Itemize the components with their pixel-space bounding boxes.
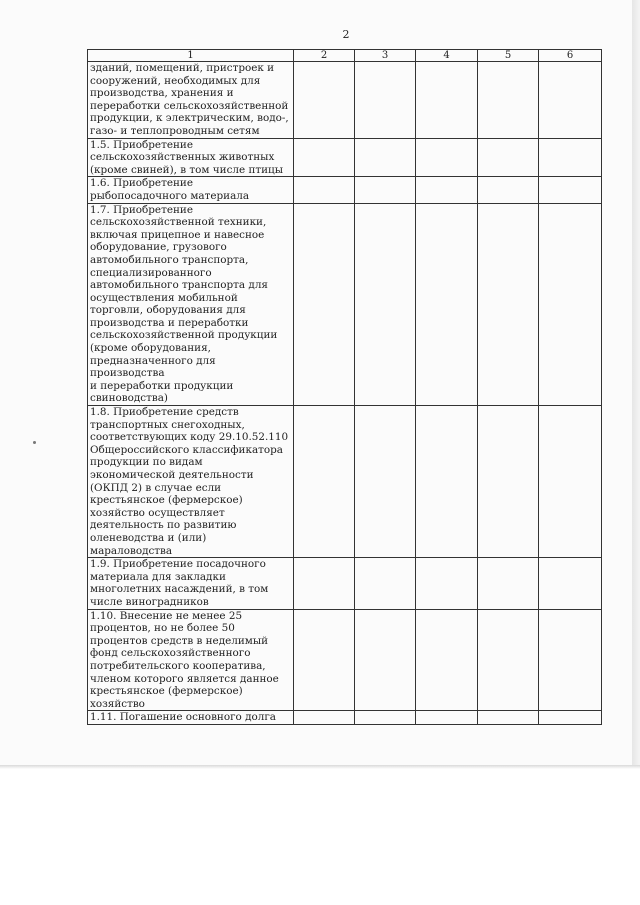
table-row	[88, 177, 602, 203]
table-cell	[355, 203, 416, 406]
table-cell	[539, 558, 602, 609]
table-row	[88, 711, 602, 725]
table-cell	[416, 203, 478, 406]
row-label: 1.10. Внесение не менее 25 процентов, но не более 50 процентов средств в неделимый фонд сельскохозяйственного потребительского кооператива, членом которого является данное крестьянское (фермерское) хозяйство	[88, 609, 294, 711]
header-col-6: 6	[539, 50, 602, 62]
table-cell	[355, 711, 416, 725]
row-label: 1.8. Приобретение средств транспортных снегоходных, соответствующих коду 29.10.52.110 Общероссийского классификатора продукции по видам экономической деятельности (ОКПД 2) в случае если крестьянское (фермерское) хозяйство осуществляет деятельность по развитию оленеводства и (или) мараловодства	[88, 406, 294, 558]
table-cell	[416, 711, 478, 725]
table-cell	[355, 177, 416, 203]
table-cell	[416, 62, 478, 139]
table-cell	[294, 406, 355, 558]
table-row	[88, 138, 602, 177]
table-cell	[294, 609, 355, 711]
table-cell	[478, 177, 539, 203]
sheet-bottom-shadow	[0, 765, 640, 769]
table-cell	[294, 711, 355, 725]
table-cell	[294, 558, 355, 609]
table-cell	[294, 177, 355, 203]
table-cell	[355, 558, 416, 609]
table-cell	[416, 177, 478, 203]
table-cell	[355, 62, 416, 139]
header-row	[88, 50, 602, 62]
sheet-edge-shadow	[632, 0, 640, 765]
page-number: 2	[342, 28, 350, 41]
table-row	[88, 406, 602, 558]
table-cell	[539, 203, 602, 406]
table-cell	[416, 609, 478, 711]
header-col-3: 3	[355, 50, 416, 62]
header-col-4: 4	[416, 50, 478, 62]
row-label: 1.9. Приобретение посадочного материала для закладки многолетних насаждений, в том числе виноградников	[88, 558, 294, 609]
header-col-2: 2	[294, 50, 355, 62]
table-cell	[416, 558, 478, 609]
table-cell	[355, 138, 416, 177]
table-cell	[539, 177, 602, 203]
table-cell	[478, 203, 539, 406]
table-row	[88, 62, 602, 139]
table-cell	[539, 609, 602, 711]
scan-speck	[33, 441, 36, 444]
table-cell	[539, 62, 602, 139]
table-cell	[355, 609, 416, 711]
row-label: 1.5. Приобретение сельскохозяйственных животных (кроме свиней), в том числе птицы	[88, 138, 294, 177]
form-table	[87, 49, 602, 725]
table-row	[88, 558, 602, 609]
table-cell	[416, 406, 478, 558]
row-label: 1.11. Погашение основного долга	[88, 711, 294, 725]
table-cell	[478, 138, 539, 177]
table-cell	[539, 406, 602, 558]
table-cell	[294, 203, 355, 406]
row-label: 1.7. Приобретение сельскохозяйственной техники, включая прицепное и навесное оборудование, грузового автомобильного транспорта, специализированного автомобильного транспорта для осуществления мобильной торговли, оборудования для производства и переработки сельскохозяйственной продукции (кроме оборудования, предназначенного для производства и переработки продукции свиноводства)	[88, 203, 294, 406]
table-cell	[355, 406, 416, 558]
table-cell	[539, 138, 602, 177]
table-cell	[539, 711, 602, 725]
row-label: 1.6. Приобретение рыбопосадочного материала	[88, 177, 294, 203]
table-cell	[478, 609, 539, 711]
table-cell	[478, 406, 539, 558]
table-cell	[478, 558, 539, 609]
table-cell	[478, 711, 539, 725]
header-col-5: 5	[478, 50, 539, 62]
table-row	[88, 609, 602, 711]
row-label: зданий, помещений, пристроек и сооружений, необходимых для производства, хранения и переработки сельскохозяйственной продукции, к электрическим, водо-, газо- и теплопроводным сетям	[88, 62, 294, 139]
table-cell	[478, 62, 539, 139]
table-cell	[416, 138, 478, 177]
header-col-1: 1	[88, 50, 294, 62]
table-cell	[294, 62, 355, 139]
table-row	[88, 203, 602, 406]
table-cell	[294, 138, 355, 177]
